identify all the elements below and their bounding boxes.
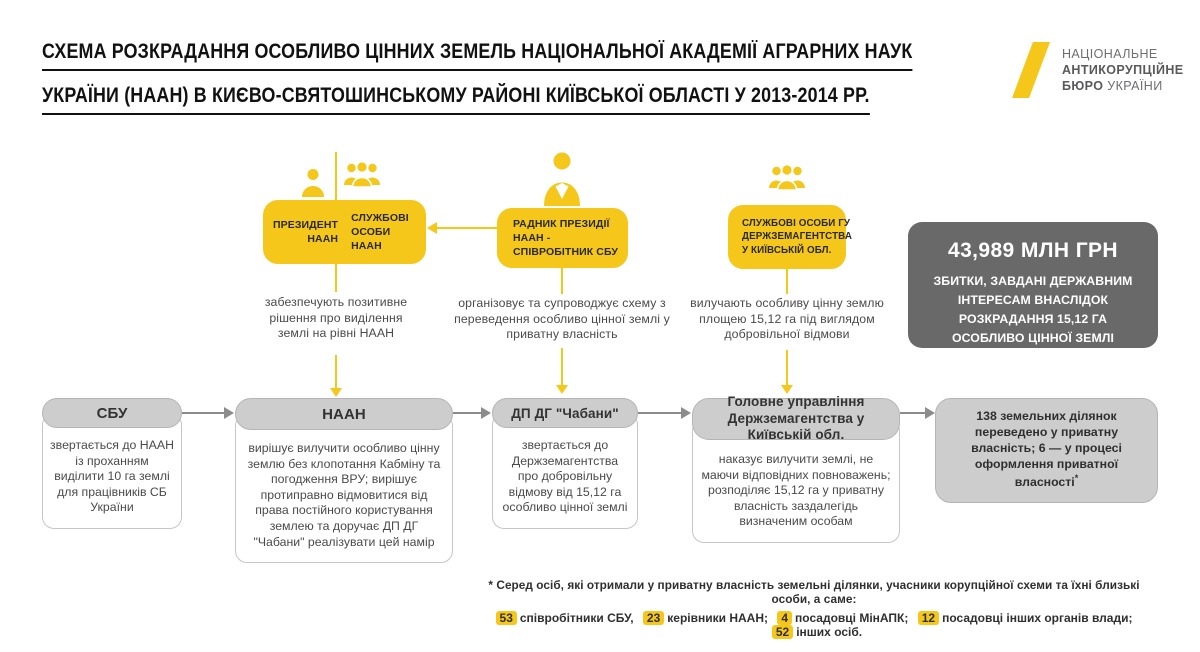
actor-box-president-naan <box>263 200 426 264</box>
actor-label-radnyk: РАДНИК ПРЕЗИДІЇ НААН - СПІВРОБІТНИК СБУ <box>513 217 618 259</box>
connector-line <box>335 264 337 292</box>
action-text-president: забезпечують позитивне рішення про виділення землі на рівні НААН <box>264 295 408 341</box>
arrow-right-icon <box>925 407 935 419</box>
flow-arrow-line <box>453 412 481 414</box>
flow-body-derzhzem: наказує вилучити землі, не маючи відповідних повноважень; розподіляє 15,12 га у приватну власність заздалегідь визначеним особам <box>692 419 900 543</box>
damage-amount: 43,989 МЛН ГРН <box>948 239 1118 262</box>
footnote <box>468 578 1160 639</box>
count-badge-other-persons: 52 <box>772 625 793 639</box>
actor-label-derzhzem-officials: СЛУЖБОВІ ОСОБИ ГУ ДЕРЖЗЕМАГЕНТСТВА У КИЇВСЬКІЙ ОБЛ. <box>742 218 853 256</box>
connector-line <box>561 348 563 385</box>
flow-arrow-line <box>900 412 925 414</box>
result-box <box>935 398 1158 503</box>
count-badge-sbu: 53 <box>496 611 517 625</box>
actor-box-derzhzem-officials <box>728 205 853 269</box>
footnote-intro: * Серед осіб, які отримали у приватну власність земельні ділянки, учасники корупційної схеми та їхні близькі особи, а саме: <box>488 578 1140 606</box>
connector-line <box>335 152 337 200</box>
page-title <box>42 40 1066 128</box>
flow-body-chabany: звертається до Держземагентства про добровільну відмову від 15,12 га особливо цінної землі <box>492 413 638 529</box>
arrow-down-icon <box>556 385 568 394</box>
group-icon <box>769 160 805 200</box>
count-label-sbu: співробітники СБУ, <box>519 611 634 625</box>
arrow-left-icon <box>427 222 437 234</box>
count-badge-naan: 23 <box>643 611 664 625</box>
arrow-down-icon <box>330 388 342 397</box>
result-text: 138 земельних ділянок переведено у приватну власність; 6 — у процесі оформлення приватної власності <box>971 409 1122 490</box>
flow-header-sbu: СБУ <box>42 398 182 428</box>
flow-arrow-line <box>182 412 224 414</box>
nabu-logo-icon <box>1012 42 1050 98</box>
connector-line <box>786 269 788 294</box>
page-title-line-1: СХЕМА РОЗКРАДАННЯ ОСОБЛИВО ЦІННИХ ЗЕМЕЛЬ НАЦІОНАЛЬНОЇ АКАДЕМІЇ АГРАРНИХ НАУК <box>42 40 912 71</box>
flow-header-naan: НААН <box>235 398 453 430</box>
damage-description: ЗБИТКИ, ЗАВДАНІ ДЕРЖАВНИМ ІНТЕРЕСАМ ВНАСЛІДОК РОЗКРАДАННЯ 15,12 ГА ОСОБЛИВО ЦІННОЇ ЗЕМЛІ <box>933 274 1133 346</box>
count-label-minapk: посадовці МінАПК; <box>795 611 909 625</box>
arrow-right-icon <box>481 407 491 419</box>
flow-arrow-line <box>638 412 681 414</box>
count-badge-minapk: 4 <box>777 611 792 625</box>
connector-line <box>561 268 563 294</box>
arrow-right-icon <box>224 407 234 419</box>
businessman-icon <box>542 150 582 206</box>
count-label-other-persons: інших осіб. <box>796 625 863 639</box>
logo-line-1: НАЦІОНАЛЬНЕ <box>1062 47 1158 61</box>
connector-line <box>436 227 497 229</box>
result-asterisk: * <box>1074 472 1079 483</box>
flow-body-sbu: звертається до НААН із проханням виділити 10 га землі для працівників СБ України <box>42 413 182 529</box>
count-badge-other-officials: 12 <box>918 611 939 625</box>
action-text-derzhzem-officials: вилучають особливу цінну землю площею 15,12 га під виглядом добровільної відмови <box>690 296 884 342</box>
arrow-down-icon <box>781 385 793 394</box>
logo-line-3-regular: УКРАЇНИ <box>1107 79 1163 93</box>
nabu-logo <box>1012 42 1184 98</box>
actor-label-president: ПРЕЗИДЕНТ НААН <box>273 218 339 245</box>
actor-box-radnyk <box>497 208 628 268</box>
connector-line <box>786 350 788 385</box>
flow-header-derzhzem: Головне управління Держземагентства у Київській обл. <box>692 398 900 440</box>
logo-line-3-bold: БЮРО <box>1062 79 1104 93</box>
person-icon <box>300 167 326 197</box>
footnote-breakdown <box>468 611 1160 639</box>
damage-summary-box <box>908 222 1158 348</box>
nabu-logo-text <box>1062 42 1184 98</box>
flow-header-chabany: ДП ДГ "Чабани" <box>492 398 638 428</box>
arrow-right-icon <box>681 407 691 419</box>
logo-line-2: АНТИКОРУПЦІЙНЕ <box>1062 63 1184 77</box>
actor-label-officials-naan: СЛУЖБОВІ ОСОБИ НААН <box>351 211 409 253</box>
count-label-naan: керівники НААН; <box>667 611 769 625</box>
count-label-other-officials: посадовці інших органів влади; <box>942 611 1133 625</box>
logo-line-3 <box>1062 79 1163 93</box>
page-title-line-2: УКРАЇНИ (НААН) В КИЄВО-СВЯТОШИНСЬКОМУ РАЙОНІ КИЇВСЬКОЇ ОБЛАСТІ У 2013-2014 РР. <box>42 84 870 115</box>
action-text-radnyk: організовує та супроводжує схему з переведення особливо цінної землі у приватну власність <box>454 296 670 342</box>
connector-line <box>335 355 337 388</box>
flow-body-naan: вирішує вилучити особливо цінну землю без клопотання Кабміну та погодження ВРУ; вирішує протиправно відмовитися від права постійного користування землею та доручає ДП ДГ "Чабани" реалізувати цей намір <box>235 414 453 563</box>
group-icon <box>344 157 380 197</box>
